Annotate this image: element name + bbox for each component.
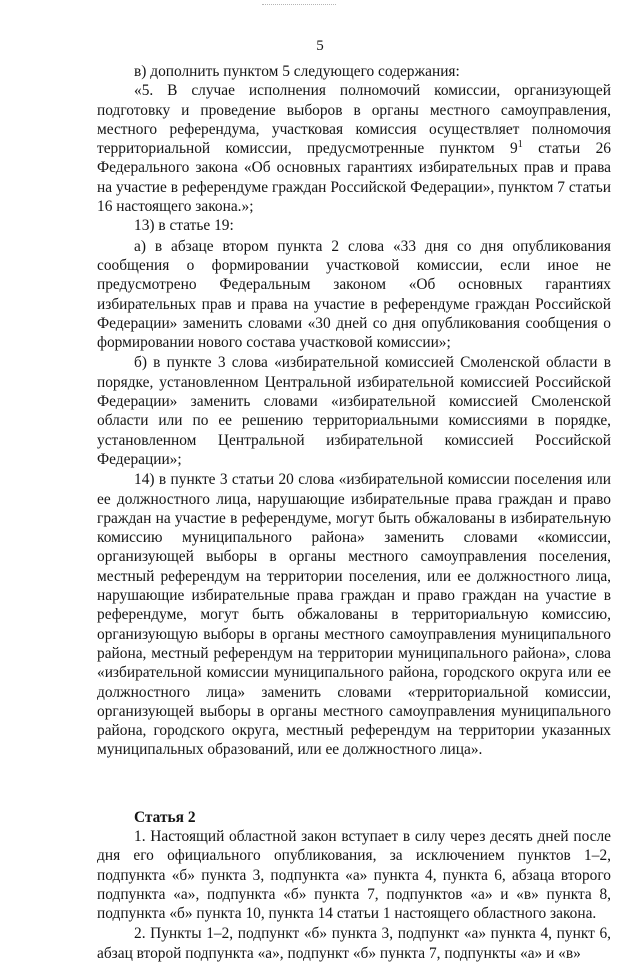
paragraph-amendment-v: в) дополнить пунктом 5 следующего содержания: (134, 63, 460, 80)
paragraph-item-13: 13) в статье 19: (134, 217, 234, 235)
superscript: 1 (517, 139, 523, 151)
paragraph-item-5 (97, 81, 611, 216)
article-paragraph-1: 1. Настоящий областной закон вступает в силу через десять дней после дня его официального опубликования, за исключением пунктов 1–2, подпункта «б» пункта 3, подпункта «а» пункта 4, пункта 6, абзаца второго подпункта «а», подпункта «б» пункта 7, подпунктов «а» и «в» пункта 8, подпункта «б» пункта 10, пункта 14 статьи 1 настоящего областного закона. (97, 827, 611, 923)
paragraph-item-13b: б) в пункте 3 слова «избирательной комиссией Смоленской области в порядке, установленном Центральной избирательной комиссией Российской Федерации» заменить словами «избирательной комиссией Смоленской области или по ее решению территориальными комиссиями в порядке, установленном Центральной избирательной комиссией Российской Федерации»; (97, 354, 611, 468)
article-heading: Статья 2 (134, 808, 196, 826)
document-body (97, 62, 611, 963)
item-5-text: «5. В случае исполнения полномочий комиссии, организующей подготовку и проведение выборов в органы местного самоуправления, местного референдума, участковая комиссия осуществляет полномочия территориальной комиссии, предусмотренные пунктом 9 (97, 82, 611, 158)
scan-artifact (262, 4, 336, 7)
article-paragraph-2: 2. Пункты 1–2, подпункт «б» пункта 3, подпункт «а» пункта 4, пункт 6, абзац второй подпункта «а», подпункт «б» пункта 7, подпункты «а» и «в» (97, 925, 611, 962)
paragraph-item-13a: а) в абзаце втором пункта 2 слова «33 дня со дня опубликования сообщения о формировании участковой комиссии, если иное не предусмотрено Федеральным законом «Об основных гарантиях избирательных прав и права на участие в референдуме граждан Российской Федерации» заменить словами «30 дней со дня опубликования сообщения о формировании нового состава участковой комиссии»; (97, 237, 611, 352)
item-5-text-cont: статьи 26 Федерального закона «Об основных гарантиях избирательных прав и права на участие в референдуме граждан Российской Федерации», пунктом 7 статьи 16 настоящего закона.»; (97, 140, 611, 216)
page-number: 5 (316, 38, 324, 54)
paragraph-item-14: 14) в пункте 3 статьи 20 слова «избирательной комиссии поселения или ее должностного лица, нарушающие избирательные права граждан и право граждан на участие в референдуме, могут быть обжалованы в избирательную комиссию муниципального района» заменить словами «комиссии, организующей выборы в органы местного самоуправления поселения, местный референдум на территории поселения, или ее должностного лица, нарушающие избирательные права граждан и право граждан на участие в референдуме, могут быть обжалованы в территориальную комиссию, организующую выборы в органы местного самоуправления муниципального района, местный референдум на территории муниципального района», слова «избирательной комиссии муниципального района, городского округа или ее должностного лица» заменить словами «территориальной комиссии, организующей выборы в органы местного самоуправления муниципального района, городского округа, местный референдум на территории указанных муниципальных образований, или ее должностного лица». (97, 471, 611, 759)
